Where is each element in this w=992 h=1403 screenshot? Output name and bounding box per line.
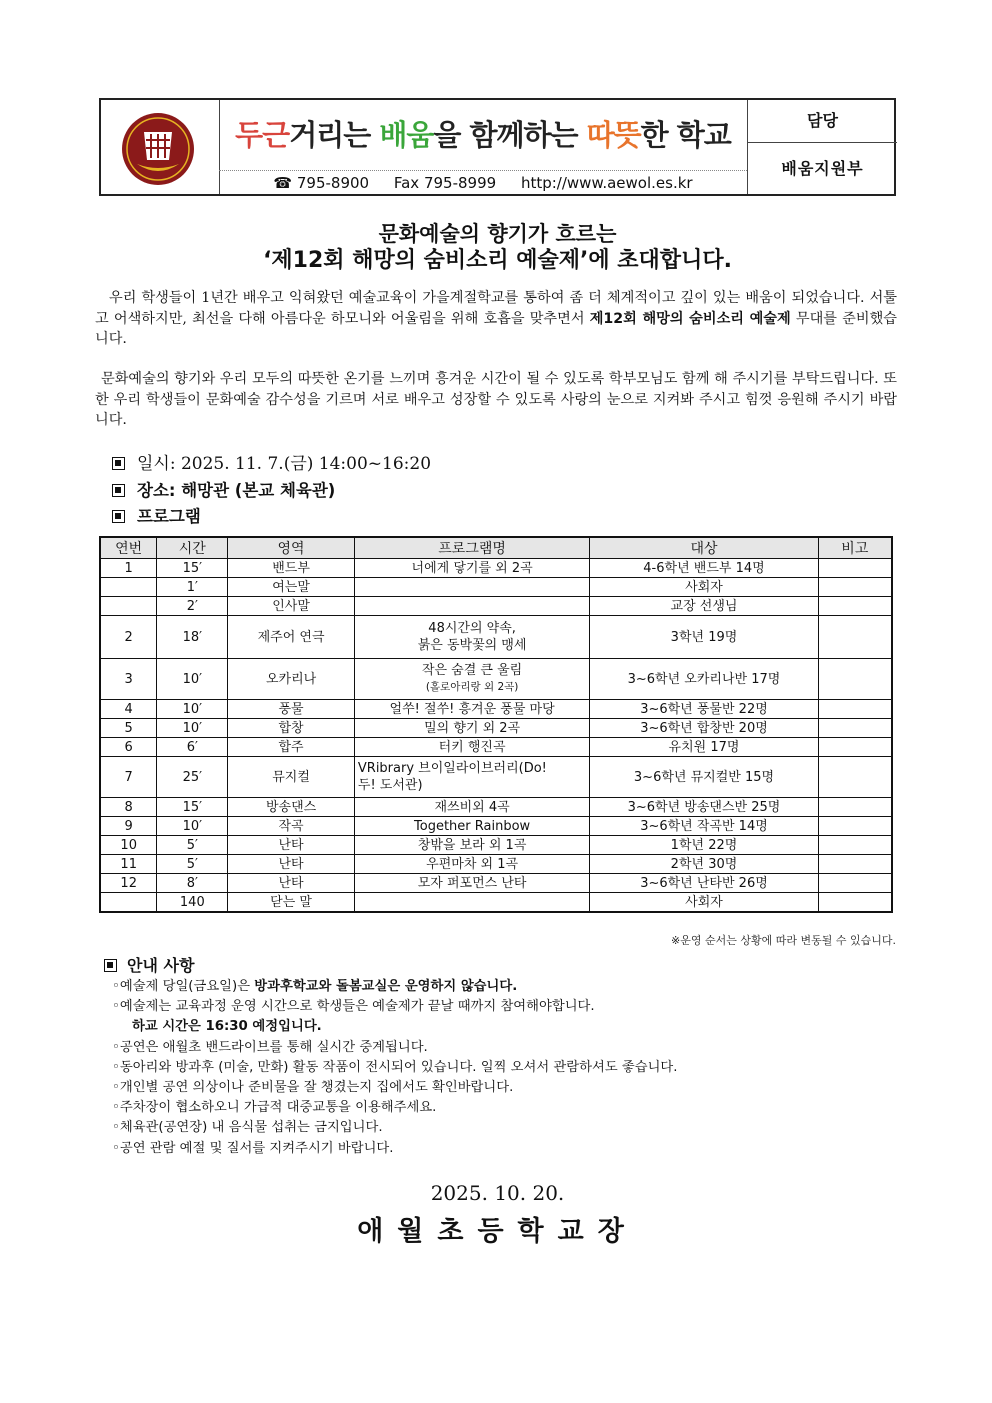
checkbox-square-icon	[112, 510, 125, 523]
table-row	[100, 616, 892, 659]
cell-time: 5′	[157, 836, 228, 855]
checkbox-square-icon	[112, 457, 125, 470]
cell-program	[354, 738, 589, 757]
intro-paragraph-2: 문화예술의 향기와 우리 모두의 따뜻한 온기를 느끼며 흥겨운 시간이 될 수 있도록 학부모님도 함께 해 주시기를 부탁드립니다. 또한 우리 학생들이 문화예술 감수성을 기르며 서로 배우고 성장할 수 있도록 사랑의 눈으로 지켜봐 주시고 힘껏 응원해 주시기 바랍니다.	[95, 371, 897, 428]
table-row	[100, 719, 892, 738]
cell-time: 10′	[157, 700, 228, 719]
guide-bold-text: 하교 시간은 16:30 예정입니다.	[132, 1019, 322, 1035]
guide-item	[112, 1058, 678, 1078]
cell-remarks	[818, 559, 892, 578]
cell-area: 닫는 말	[228, 893, 355, 913]
cell-area: 제주어 연극	[228, 616, 355, 659]
cell-time: 5′	[157, 855, 228, 874]
table-row	[100, 874, 892, 893]
cell-area: 난타	[228, 874, 355, 893]
cell-program	[354, 836, 589, 855]
cell-remarks	[818, 616, 892, 659]
cell-area: 합창	[228, 719, 355, 738]
staff-cell	[747, 100, 897, 194]
table-row	[100, 559, 892, 578]
cell-target: 교장 선생님	[590, 597, 818, 616]
cell-program	[354, 855, 589, 874]
cell-remarks	[818, 719, 892, 738]
intro-paragraph-1	[95, 288, 897, 350]
school-logo-icon	[121, 112, 195, 186]
cell-area: 밴드부	[228, 559, 355, 578]
checkbox-square-icon	[112, 484, 125, 497]
cell-no: 4	[100, 700, 157, 719]
guide-item	[112, 1017, 678, 1037]
program-line: 우편마차 외 1곡	[426, 856, 519, 872]
table-header-row	[100, 537, 892, 559]
program-line: 모자 퍼포먼스 난타	[417, 875, 527, 891]
cell-area: 작곡	[228, 817, 355, 836]
cell-target: 사회자	[590, 578, 818, 597]
cell-area: 인사말	[228, 597, 355, 616]
cell-target: 3~6학년 풍물반 22명	[590, 700, 818, 719]
cell-no: 8	[100, 798, 157, 817]
cell-time: 10′	[157, 817, 228, 836]
table-row	[100, 798, 892, 817]
cell-time: 10′	[157, 719, 228, 738]
cell-time: 18′	[157, 616, 228, 659]
cell-remarks	[818, 893, 892, 913]
slogan-part: 배움	[379, 118, 434, 152]
cell-no: 6	[100, 738, 157, 757]
cell-remarks	[818, 757, 892, 798]
guide-item	[112, 1139, 678, 1159]
doc-title-line1: 문화예술의 향기가 흐르는	[378, 222, 617, 246]
department-name: 배움지원부	[781, 159, 864, 178]
cell-remarks	[818, 817, 892, 836]
guide-item	[112, 1078, 678, 1098]
cell-time: 2′	[157, 597, 228, 616]
cell-time: 140	[157, 893, 228, 913]
guide-text: ◦공연 관람 예절 및 질서를 지켜주시기 바랍니다.	[112, 1140, 394, 1156]
p1-text: 우리 학생들이 1년간 배우고 익혀왔던 예술교육이 가을계절학교를 통하여 좀 더 체계적이고 깊이 있는 배움이 되었습니다. 서툴고 어색하지만, 최선을 다해 아름다운 하모니와 어울림을 위해 호흡을 맞추면서	[95, 290, 897, 327]
cell-no: 5	[100, 719, 157, 738]
program-line: 얼쑤! 절쑤! 흥겨운 풍물 마당	[389, 701, 555, 717]
cell-remarks	[818, 700, 892, 719]
cell-program	[354, 616, 589, 659]
cell-area: 오카리나	[228, 659, 355, 700]
guide-text: ◦동아리와 방과후 (미술, 만화) 활동 작품이 전시되어 있습니다. 일찍 오셔서 관람하셔도 좋습니다.	[112, 1059, 678, 1075]
table-row	[100, 700, 892, 719]
cell-program	[354, 874, 589, 893]
cell-target: 1학년 22명	[590, 836, 818, 855]
cell-area: 여는말	[228, 578, 355, 597]
cell-target: 3~6학년 뮤지컬반 15명	[590, 757, 818, 798]
cell-program	[354, 893, 589, 913]
cell-no: 12	[100, 874, 157, 893]
program-line: 재쓰비외 4곡	[434, 799, 510, 815]
cell-program	[354, 817, 589, 836]
cell-no: 10	[100, 836, 157, 855]
event-place	[112, 478, 335, 504]
event-datetime	[112, 451, 431, 477]
cell-program	[354, 757, 589, 798]
table-row	[100, 855, 892, 874]
table-row	[100, 757, 892, 798]
table-row	[100, 893, 892, 913]
cell-area: 풍물	[228, 700, 355, 719]
place-text: 장소: 해망관 (본교 체육관)	[137, 481, 336, 500]
doc-title-line2: ‘제12회 해망의 숨비소리 예술제’에 초대합니다.	[263, 248, 732, 273]
program-table-body	[100, 559, 892, 913]
program-line: (홀로아리랑 외 2곡)	[425, 681, 519, 693]
cell-remarks	[818, 855, 892, 874]
col-header-remarks: 비고	[818, 537, 892, 559]
school-slogan	[219, 100, 747, 171]
guide-item	[112, 997, 678, 1017]
schedule-note: ※운영 순서는 상황에 따라 변동될 수 있습니다.	[671, 934, 896, 947]
p1-end: 무대를 준비했습니다.	[95, 310, 897, 347]
table-row	[100, 738, 892, 757]
table-row	[100, 659, 892, 700]
cell-remarks	[818, 798, 892, 817]
staff-label: 담당	[748, 100, 897, 143]
table-row	[100, 578, 892, 597]
cell-target: 3~6학년 방송댄스반 25명	[590, 798, 818, 817]
col-header-target: 대상	[590, 537, 818, 559]
col-header-area: 영역	[228, 537, 355, 559]
program-line: 창밖을 보라 외 1곡	[417, 837, 527, 853]
letterhead	[99, 98, 896, 196]
guide-heading	[104, 953, 194, 976]
col-header-program: 프로그램명	[354, 537, 589, 559]
cell-remarks	[818, 738, 892, 757]
guide-item	[112, 1098, 678, 1118]
cell-no	[100, 578, 157, 597]
program-heading	[112, 504, 201, 530]
cell-remarks	[818, 597, 892, 616]
cell-program	[354, 578, 589, 597]
cell-no: 9	[100, 817, 157, 836]
cell-no: 11	[100, 855, 157, 874]
program-line: 작은 숨결 큰 울림	[421, 663, 523, 678]
program-line: 48시간의 약속,	[428, 621, 516, 636]
program-line: 터키 행진곡	[438, 739, 506, 755]
cell-time: 10′	[157, 659, 228, 700]
cell-time: 1′	[157, 578, 228, 597]
cell-target: 유치원 17명	[590, 738, 818, 757]
cell-no: 2	[100, 616, 157, 659]
cell-area: 난타	[228, 836, 355, 855]
guide-text: ◦예술제 당일(금요일)은	[112, 979, 255, 994]
program-line: 너에게 닿기를 외 2곡	[411, 560, 533, 576]
slogan-part: 한 학교	[640, 118, 731, 152]
cell-program	[354, 659, 589, 700]
table-row	[100, 597, 892, 616]
program-label-text: 프로그램	[137, 507, 201, 526]
cell-remarks	[818, 578, 892, 597]
guide-item	[112, 1118, 678, 1138]
phone-number: ☎ 795-8900	[273, 174, 370, 192]
cell-no: 1	[100, 559, 157, 578]
logo-cell	[101, 100, 220, 194]
cell-time: 6′	[157, 738, 228, 757]
program-table	[99, 536, 893, 913]
cell-area: 뮤지컬	[228, 757, 355, 798]
cell-program	[354, 559, 589, 578]
cell-area: 방송댄스	[228, 798, 355, 817]
table-row	[100, 836, 892, 855]
cell-no: 7	[100, 757, 157, 798]
checkbox-square-icon	[104, 959, 117, 972]
cell-program	[354, 597, 589, 616]
table-row	[100, 817, 892, 836]
cell-no	[100, 597, 157, 616]
col-header-time: 시간	[157, 537, 228, 559]
cell-target: 3~6학년 난타반 26명	[590, 874, 818, 893]
slogan-part: 을 함께하는	[433, 118, 587, 152]
guide-list	[112, 977, 678, 1159]
cell-time: 25′	[157, 757, 228, 798]
contact-info	[219, 172, 747, 194]
program-line: 밀의 향기 외 2곡	[424, 720, 521, 736]
website-url: http://www.aewol.es.kr	[520, 174, 693, 192]
cell-no	[100, 893, 157, 913]
guide-text: ◦예술제는 교육과정 운영 시간으로 학생들은 예술제가 끝날 때까지 참여해야합니다.	[112, 999, 595, 1015]
slogan-part: 두근	[235, 118, 290, 152]
program-line: 두! 도서관)	[357, 778, 423, 793]
guide-text: ◦개인별 공연 의상이나 준비물을 잘 챙겼는지 집에서도 확인바랍니다.	[112, 1080, 514, 1096]
cell-program	[354, 700, 589, 719]
col-header-no: 연번	[100, 537, 157, 559]
cell-no: 3	[100, 659, 157, 700]
guide-title-text: 안내 사항	[127, 956, 195, 975]
cell-time: 8′	[157, 874, 228, 893]
cell-target: 4-6학년 밴드부 14명	[590, 559, 818, 578]
cell-program	[354, 719, 589, 738]
program-line: Together Rainbow	[414, 818, 531, 834]
cell-time: 15′	[157, 798, 228, 817]
guide-text: ◦공연은 애월초 밴드라이브를 통해 실시간 중계됩니다.	[112, 1039, 428, 1055]
guide-item	[112, 1038, 678, 1058]
cell-remarks	[818, 836, 892, 855]
program-line: 붉은 동박꽃의 맹세	[417, 638, 527, 653]
cell-target: 2학년 30명	[590, 855, 818, 874]
cell-target: 3~6학년 합창반 20명	[590, 719, 818, 738]
signer-name: 애월초등학교장	[357, 1216, 638, 1247]
cell-target: 3~6학년 오카리나반 17명	[590, 659, 818, 700]
program-line: VRibrary 브이일라이브러리(Do!	[357, 761, 547, 776]
guide-item	[112, 977, 678, 997]
cell-target: 사회자	[590, 893, 818, 913]
datetime-text: 일시: 2025. 11. 7.(금) 14:00~16:20	[137, 454, 432, 474]
guide-text: ◦주차장이 협소하오니 가급적 대중교통을 이용해주세요.	[112, 1100, 437, 1116]
cell-program	[354, 798, 589, 817]
cell-remarks	[818, 659, 892, 700]
guide-text: ◦체육관(공연장) 내 음식물 섭취는 금지입니다.	[112, 1120, 383, 1136]
guide-bold-text: 방과후학교와 돌봄교실은 운영하지 않습니다.	[254, 979, 518, 994]
fax-number: Fax 795-8999	[393, 174, 497, 192]
cell-area: 합주	[228, 738, 355, 757]
cell-remarks	[818, 874, 892, 893]
p1-bold: 제12회 해망의 숨비소리 예술제	[589, 310, 791, 327]
issue-date: 2025. 10. 20.	[430, 1181, 565, 1205]
cell-target: 3학년 19명	[590, 616, 818, 659]
cell-area: 난타	[228, 855, 355, 874]
cell-target: 3~6학년 작곡반 14명	[590, 817, 818, 836]
cell-time: 15′	[157, 559, 228, 578]
slogan-part: 따뜻	[586, 118, 641, 152]
slogan-part: 거리는	[289, 118, 380, 152]
